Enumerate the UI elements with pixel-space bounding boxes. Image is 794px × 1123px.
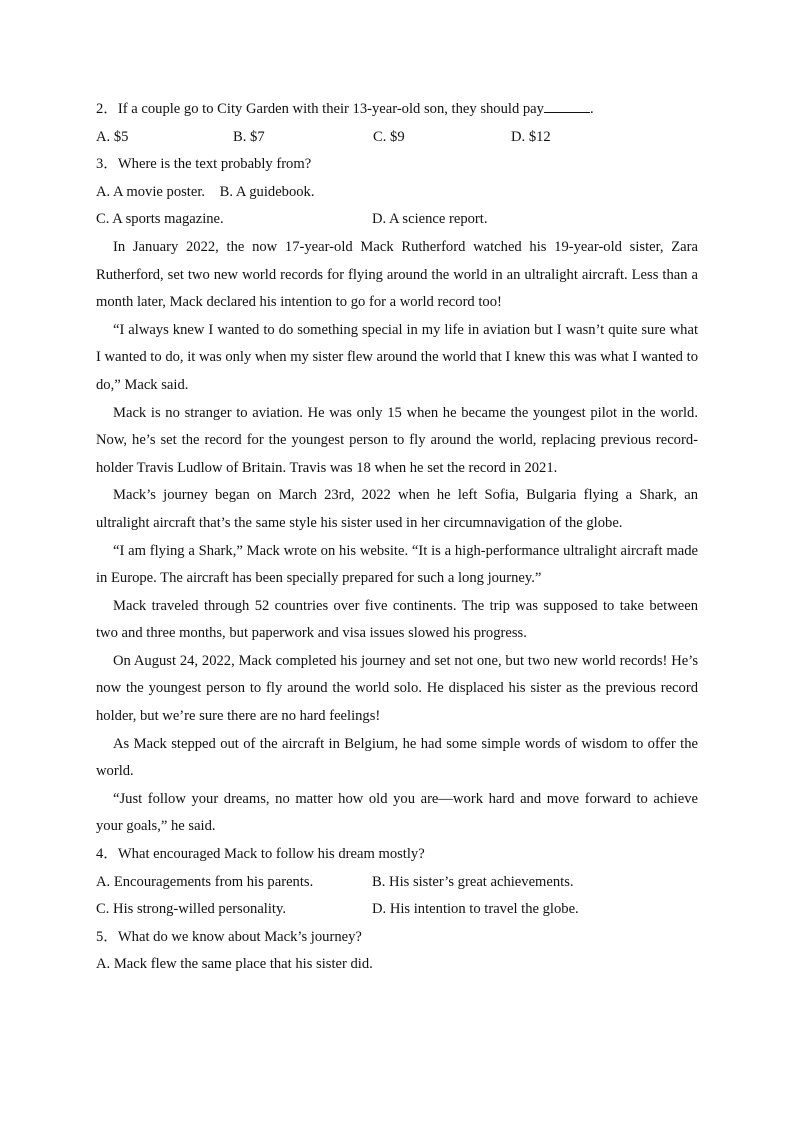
- question-3-options-cd: [96, 206, 698, 234]
- passage-paragraph: On August 24, 2022, Mack completed his journey and set not one, but two new world records! He’s now the youngest person to fly around the world solo. He displaced his sister as the previous record holder, but we’re sure there are no hard feelings!: [96, 652, 698, 725]
- question-3-options-ab: [96, 179, 698, 207]
- question-2-option-d: D. $12: [511, 128, 551, 145]
- question-3-option-d: D. A science report.: [372, 211, 488, 228]
- question-3-option-c: C. A sports magazine.: [96, 211, 224, 228]
- passage-paragraph: Mack traveled through 52 countries over five continents. The trip was supposed to take between two and three months, but paperwork and visa issues slowed his progress.: [96, 597, 698, 642]
- question-2-option-b: B. $7: [233, 128, 265, 145]
- passage-paragraph: “I am flying a Shark,” Mack wrote on his website. “It is a high-performance ultralight aircraft made in Europe. The aircraft has been specially prepared for such a long journey.”: [96, 542, 698, 587]
- passage-paragraph: In January 2022, the now 17-year-old Mack Rutherford watched his 19-year-old sister, Zara Rutherford, set two new world records for flying around the world in an ultralight aircraft. Less than a month later, Mack declared his intention to go for a world record too!: [96, 238, 698, 311]
- question-2-stem: [96, 96, 698, 124]
- question-2-stem-end: .: [589, 101, 594, 117]
- question-3-option-b: B. A guidebook.: [219, 183, 315, 200]
- question-4-options-cd: [96, 896, 698, 924]
- question-4-option-a: A. Encouragements from his parents.: [96, 873, 314, 890]
- passage-paragraph: As Mack stepped out of the aircraft in Belgium, he had some simple words of wisdom to offer the world.: [96, 735, 698, 780]
- answer-blank: [544, 98, 590, 113]
- question-4-options-ab: [96, 869, 698, 897]
- question-5-option-a: A. Mack flew the same place that his sister did.: [96, 956, 373, 973]
- question-2-option-a: A. $5: [96, 128, 129, 145]
- question-4-stem: 4．What encouraged Mack to follow his dream mostly?: [96, 846, 425, 863]
- question-3-stem: 3．Where is the text probably from?: [96, 156, 312, 173]
- passage-paragraph: “Just follow your dreams, no matter how old you are—work hard and move forward to achieve your goals,” he said.: [96, 790, 698, 835]
- question-4-option-d: D. His intention to travel the globe.: [372, 901, 579, 918]
- passage-paragraph: Mack’s journey began on March 23rd, 2022 when he left Sofia, Bulgaria flying a Shark, an ultralight aircraft that’s the same style his sister used in her circumnavigation of the globe.: [96, 487, 698, 531]
- question-4-option-b: B. His sister’s great achievements.: [372, 873, 574, 890]
- question-2-options: [96, 124, 698, 152]
- question-2-stem-text: 2．If a couple go to City Garden with their 13-year-old son, they should pay: [96, 101, 544, 117]
- question-2-option-c: C. $9: [373, 128, 405, 145]
- passage-paragraph: Mack is no stranger to aviation. He was only 15 when he became the youngest pilot in the world. Now, he’s set the record for the youngest person to fly around the world, replacing previous record-holder Travis Ludlow of Britain. Travis was 18 when he set the record in 2021.: [96, 404, 698, 476]
- question-5-stem: 5．What do we know about Mack’s journey?: [96, 928, 362, 945]
- exam-page: [96, 96, 698, 979]
- reading-passage: [96, 234, 698, 841]
- question-4-option-c: C. His strong-willed personality.: [96, 901, 286, 918]
- passage-paragraph: “I always knew I wanted to do something special in my life in aviation but I wasn’t quite sure what I wanted to do, it was only when my sister flew around the world that I knew this was what I wanted to do,” Mack said.: [96, 321, 698, 393]
- question-3-option-a: A. A movie poster.: [96, 183, 206, 200]
